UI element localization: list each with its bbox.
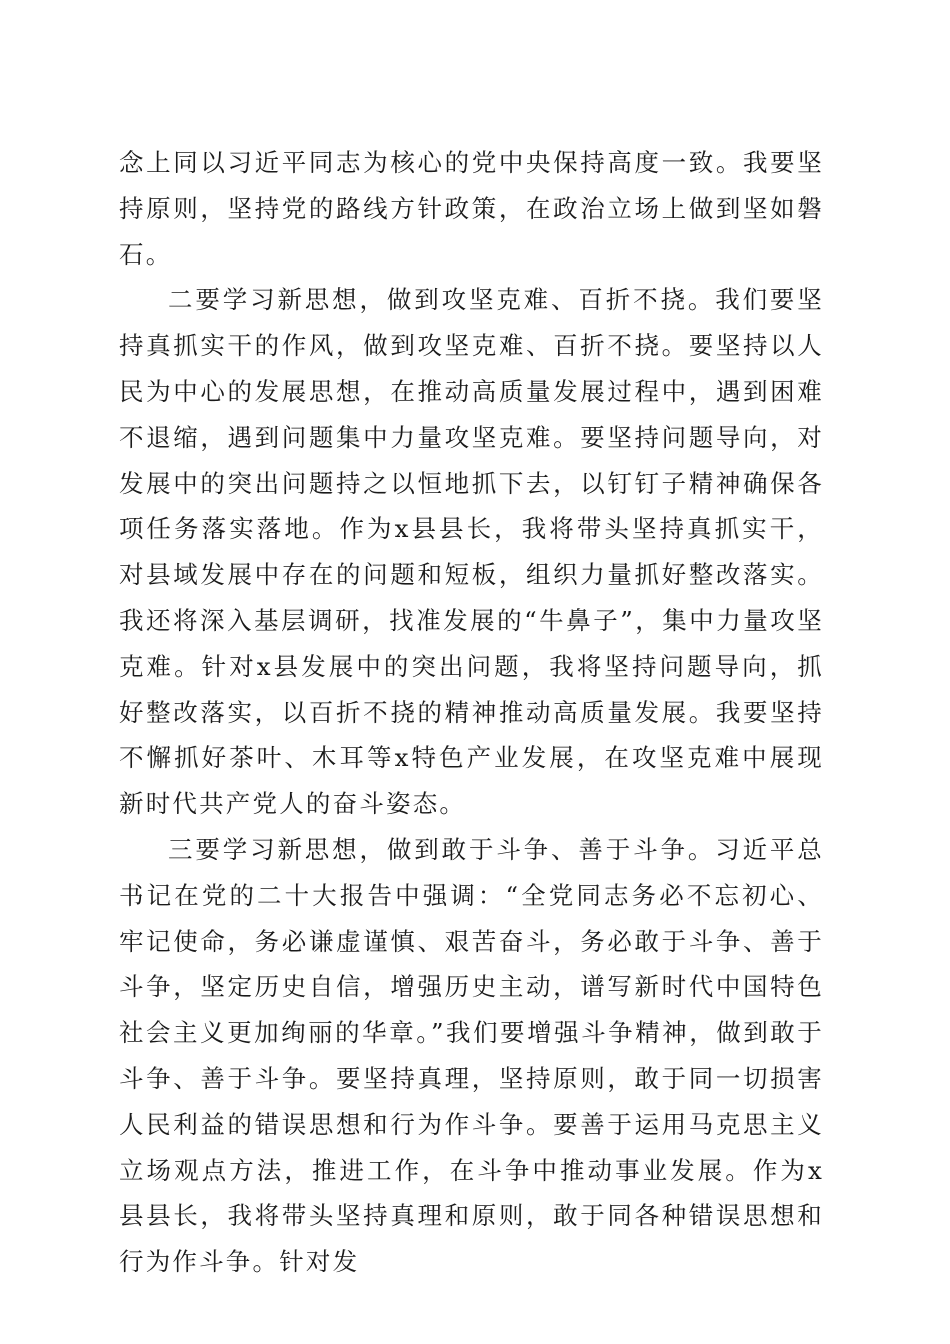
body-text xyxy=(119,140,824,1285)
paragraph-point-three: 三要学习新思想，做到敢于斗争、善于斗争。习近平总书记在党的二十大报告中强调：“全党同志务必不忘初心、牢记使命，务必谦虚谨慎、艰苦奋斗，务必敢于斗争、善于斗争，坚定历史自信，增强历史主动，谱写新时代中国特色社会主义更加绚丽的华章。”我们要增强斗争精神，做到敢于斗争、善于斗争。要坚持真理，坚持原则，敢于同一切损害人民利益的错误思想和行为作斗争。要善于运用马克思主义立场观点方法，推进工作，在斗争中推动事业发展。作为x县县长，我将带头坚持真理和原则，敢于同各种错误思想和行为作斗争。针对发 xyxy=(119,834,824,1277)
paragraph-point-two: 二要学习新思想，做到攻坚克难、百折不挠。我们要坚持真抓实干的作风，做到攻坚克难、百折不挠。要坚持以人民为中心的发展思想，在推动高质量发展过程中，遇到困难不退缩，遇到问题集中力量攻坚克难。要坚持问题导向，对发展中的突出问题持之以恒地抓下去，以钉钉子精神确保各项任务落实落地。作为x县县长，我将带头坚持真抓实干，对县域发展中存在的问题和短板，组织力量抓好整改落实。我还将深入基层调研，找准发展的“牛鼻子”，集中力量攻坚克难。针对x县发展中的突出问题，我将坚持问题导向，抓好整改落实，以百折不挠的精神推动高质量发展。我要坚持不懈抓好茶叶、木耳等x特色产业发展，在攻坚克难中展现新时代共产党人的奋斗姿态。 xyxy=(119,285,824,819)
paragraph-continuation: 念上同以习近平同志为核心的党中央保持高度一致。我要坚持原则，坚持党的路线方针政策，在政治立场上做到坚如磐石。 xyxy=(119,148,824,269)
